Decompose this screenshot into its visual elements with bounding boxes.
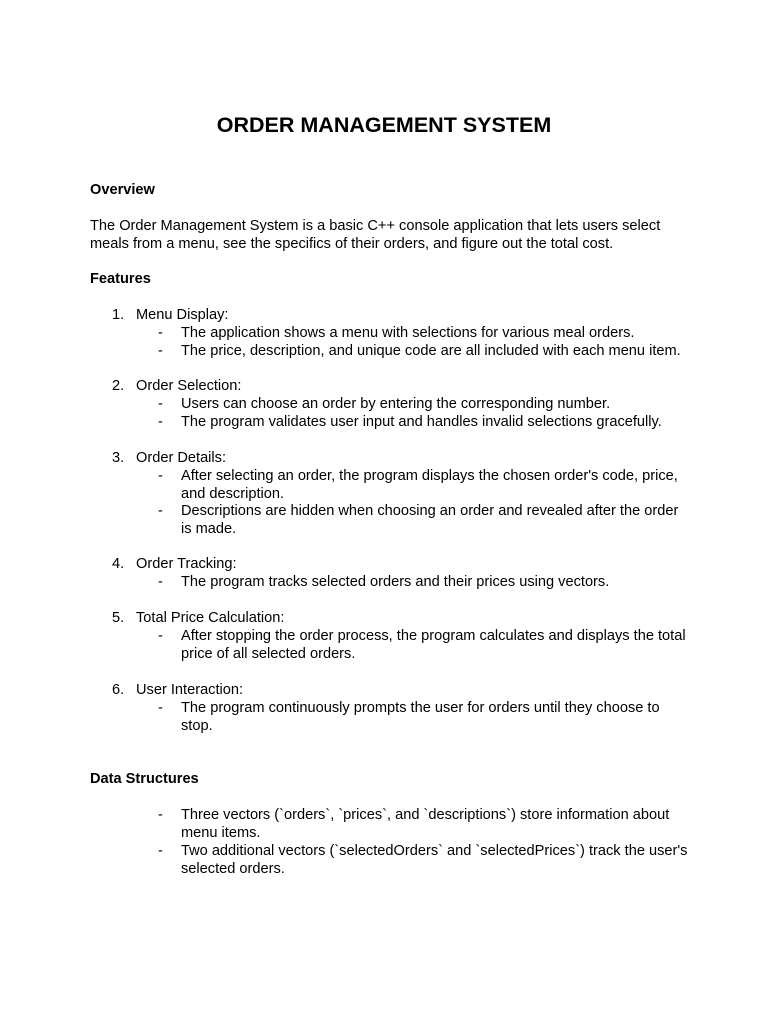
bullet-dash: -	[158, 574, 163, 590]
bullet-text: After stopping the order process, the program calculates and displays the total price of all selected orders.	[181, 628, 686, 662]
bullet-text: After selecting an order, the program displays the chosen order's code, price, and description.	[181, 468, 678, 502]
feature-bullet	[158, 396, 688, 414]
bullet-dash: -	[158, 628, 163, 644]
feature-bullet	[158, 325, 688, 343]
bullet-dash: -	[158, 343, 163, 359]
bullet-dash: -	[158, 396, 163, 412]
bullet-text: Users can choose an order by entering the corresponding number.	[181, 396, 611, 412]
feature-item-5	[112, 610, 284, 628]
feature-number: 2.	[112, 378, 125, 394]
feature-label: User Interaction:	[136, 682, 244, 698]
feature-item-4	[112, 556, 237, 574]
feature-label: Total Price Calculation:	[136, 610, 285, 626]
feature-item-6	[112, 682, 243, 700]
feature-label: Menu Display:	[136, 307, 229, 323]
feature-number: 1.	[112, 307, 125, 323]
bullet-text: Three vectors (`orders`, `prices`, and `descriptions`) store information about menu items.	[181, 807, 670, 841]
feature-number: 6.	[112, 682, 125, 698]
feature-number: 5.	[112, 610, 125, 626]
bullet-dash: -	[158, 503, 163, 519]
feature-item-2	[112, 378, 241, 396]
overview-heading: Overview	[90, 182, 155, 198]
overview-text: The Order Management System is a basic C++ console application that lets users select meals from a menu, see the specifics of their orders, and figure out the total cost.	[90, 218, 661, 252]
feature-number: 3.	[112, 450, 125, 466]
document-title: ORDER MANAGEMENT SYSTEM	[216, 113, 552, 137]
bullet-text: The program continuously prompts the user for orders until they choose to stop.	[181, 700, 660, 734]
feature-label: Order Selection:	[136, 378, 242, 394]
feature-bullet	[158, 574, 688, 592]
bullet-text: Descriptions are hidden when choosing an order and revealed after the order is made.	[181, 503, 679, 537]
feature-bullet	[158, 468, 688, 503]
feature-item-1	[112, 307, 228, 325]
feature-number: 4.	[112, 556, 125, 572]
feature-bullet	[158, 700, 688, 735]
bullet-text: The price, description, and unique code are all included with each menu item.	[181, 343, 681, 359]
feature-bullet	[158, 503, 688, 538]
feature-bullet	[158, 414, 688, 432]
data-structures-heading: Data Structures	[90, 771, 199, 787]
bullet-text: The program validates user input and handles invalid selections gracefully.	[181, 414, 662, 430]
bullet-text: The application shows a menu with selections for various meal orders.	[181, 325, 635, 341]
bullet-text: The program tracks selected orders and their prices using vectors.	[181, 574, 610, 590]
bullet-dash: -	[158, 468, 163, 484]
bullet-dash: -	[158, 700, 163, 716]
feature-bullet	[158, 343, 688, 361]
feature-item-3	[112, 450, 226, 468]
feature-bullet	[158, 628, 688, 663]
data-structures-bullet	[158, 807, 688, 842]
bullet-text: Two additional vectors (`selectedOrders` and `selectedPrices`) track the user's selected orders.	[181, 843, 688, 877]
features-heading: Features	[90, 271, 151, 287]
bullet-dash: -	[158, 325, 163, 341]
feature-label: Order Details:	[136, 450, 227, 466]
bullet-dash: -	[158, 414, 163, 430]
data-structures-bullet	[158, 843, 688, 878]
bullet-dash: -	[158, 807, 163, 823]
feature-label: Order Tracking:	[136, 556, 237, 572]
bullet-dash: -	[158, 843, 163, 859]
